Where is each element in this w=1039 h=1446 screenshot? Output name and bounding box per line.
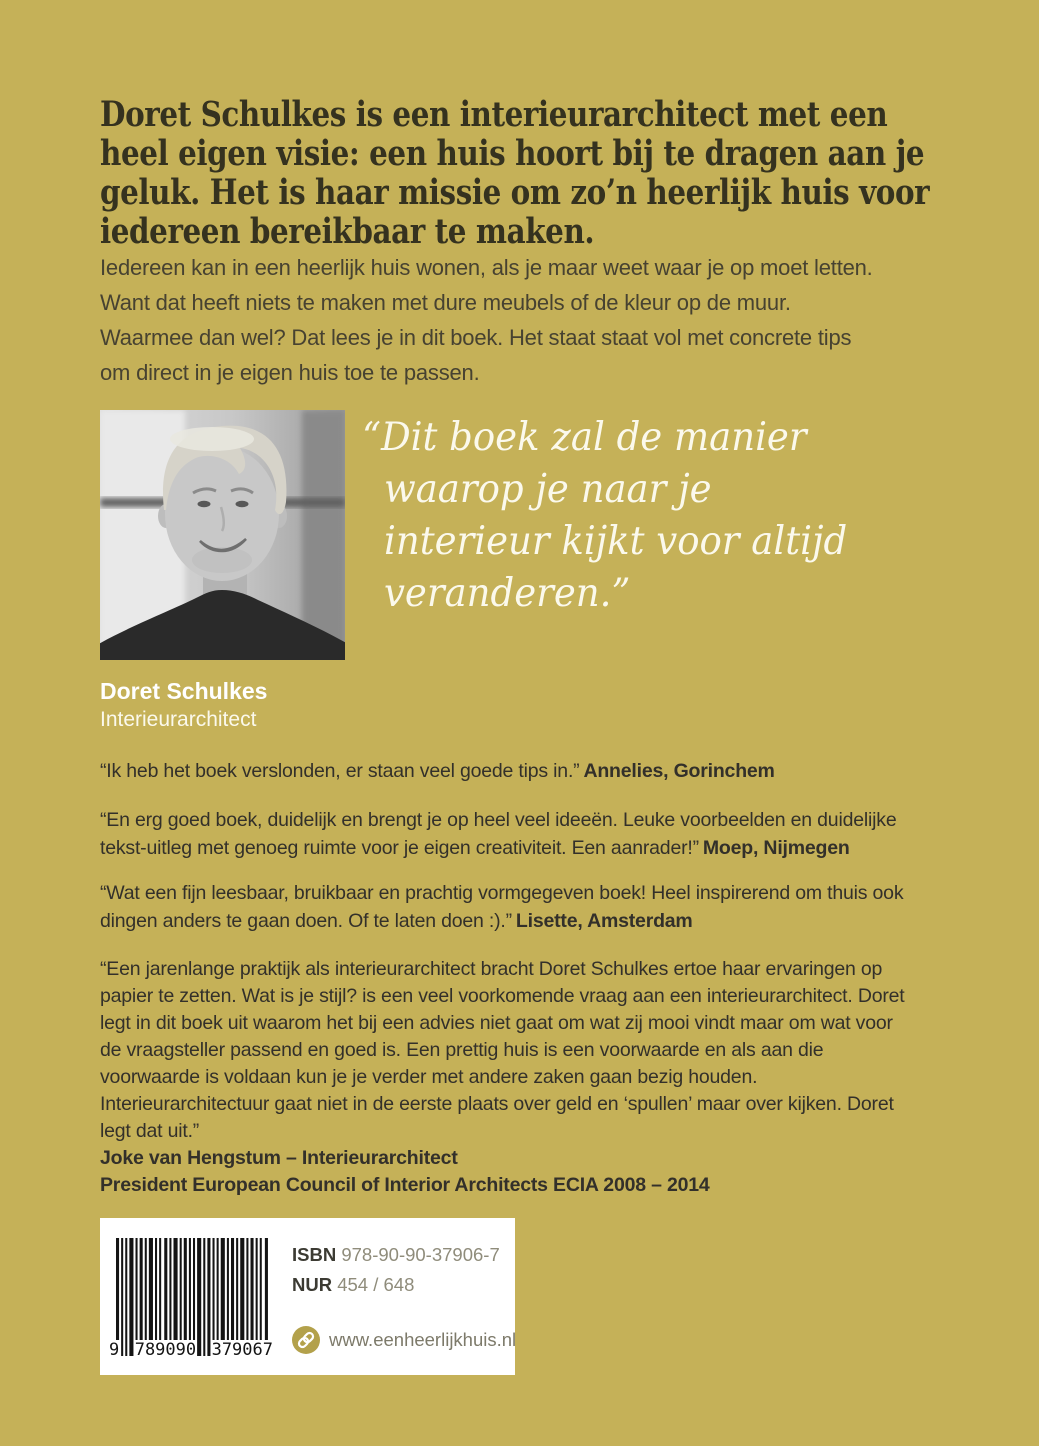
barcode-digit-group: 9 [109,1340,120,1360]
testimonial [100,757,922,785]
pull-quote [362,412,872,620]
nur-value: 454 / 648 [337,1274,415,1295]
isbn-nur-block [292,1240,500,1300]
testimonial-text: “Wat een fijn leesbaar, bruikbaar en prachtig vormgegeven boek! Heel inspirerend om thuis ook dingen anders te gaan doen. Of te laten doen :).” [100,882,904,932]
headline [100,95,1039,251]
headline-line: heel eigen visie: een huis hoort bij te dragen aan je [100,133,925,175]
testimonial-attribution: Annelies, Gorinchem [583,760,775,782]
author-role: Interieurarchitect [100,708,257,731]
pull-quote-line: interieur kijkt voor altijd [384,519,848,564]
isbn-card [100,1218,515,1375]
pull-quote-line: veranderen.” [384,571,631,616]
testimonial-text: “En erg goed boek, duidelijk en brengt je op heel veel ideeën. Leuke voorbeelden en duidelijke tekst-uitleg met genoeg ruimte voor je eigen creativiteit. Een aanrader!” [100,809,897,859]
barcode-digit-group: 789090 [134,1340,197,1360]
barcode-number [108,1340,274,1360]
testimonial-attribution: Moep, Nijmegen [702,837,850,859]
barcode [109,1238,273,1360]
intro-paragraph: Iedereen kan in een heerlijk huis wonen, als je maar weet waar je op moet letten. Want dat heeft niets te maken met dure meubels of de kleur op de muur. Waarmee dan wel? Dat lees je in dit boek. Het staat staat vol met concrete tips om direct in je eigen huis toe te passen. [100,255,873,385]
long-review-credential: President European Council of Interior Architects ECIA 2008 – 2014 [100,1174,710,1196]
testimonial [100,879,922,935]
testimonial [100,806,922,862]
long-review-author: Joke van Hengstum – Interieurarchitect [100,1147,458,1169]
author-photo [100,410,345,660]
website-link[interactable] [292,1326,516,1354]
headline-line: geluk. Het is haar missie om zo’n heerlijk huis voor [100,172,930,214]
website-url[interactable]: www.eenheerlijkhuis.nl [329,1329,517,1350]
testimonial-text: “Ik heb het boek verslonden, er staan veel goede tips in.” [100,760,580,782]
pull-quote-line: “Dit boek zal de manier [362,415,807,460]
nur-row [292,1270,500,1300]
pull-quote-line: waarop je naar je [384,467,712,512]
nur-label: NUR [292,1274,333,1295]
testimonial-attribution: Lisette, Amsterdam [515,910,693,932]
link-icon [292,1326,320,1354]
barcode-bars [116,1238,270,1356]
isbn-label: ISBN [292,1244,337,1265]
isbn-value: 978-90-90-37906-7 [341,1244,500,1265]
barcode-digit-group: 379067 [211,1340,273,1360]
portrait-illustration [100,410,345,660]
long-review-text: “Een jarenlange praktijk als interieurarchitect bracht Doret Schulkes ertoe haar ervaringen op papier te zetten. Wat is je stijl? is een veel voorkomende vraag aan een interieurarchitect. Doret legt in dit boek uit waarom het bij een advies niet gaat om wat zij mooi vindt maar om wat voor de vraagsteller passend en goed is. Een prettig huis is een voorwaarde en als aan die voorwaarde is voldaan kun je je verder met andere zaken gaan bezig houden. Interieurarchitectuur gaat niet in de eerste plaats over geld en ‘spullen’ maar over kijken. Doret legt dat uit.” [100,958,905,1142]
long-review [100,956,918,1199]
isbn-row [292,1240,500,1270]
headline-line: Doret Schulkes is een interieurarchitect met een [100,94,888,136]
author-name: Doret Schulkes [100,678,268,704]
headline-line: iedereen bereikbaar te maken. [100,211,595,253]
